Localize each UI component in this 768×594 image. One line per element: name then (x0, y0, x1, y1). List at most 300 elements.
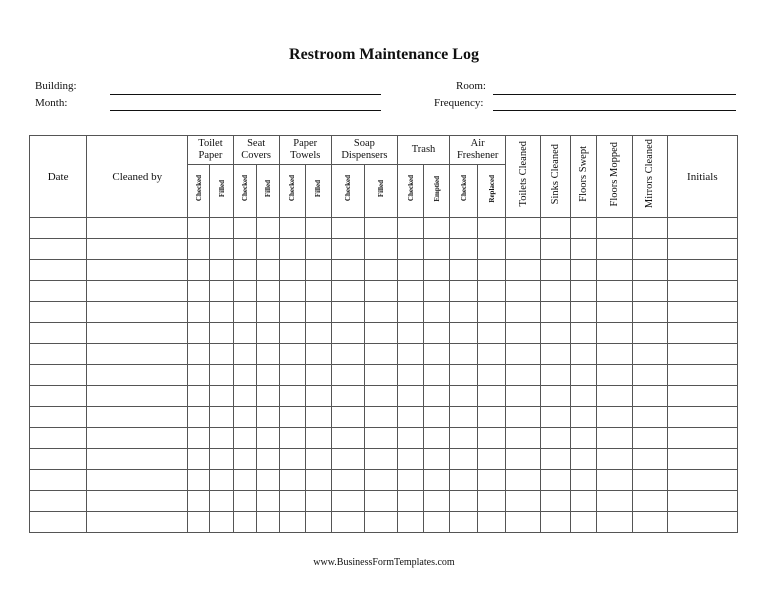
table-cell[interactable] (188, 323, 210, 344)
table-cell[interactable] (397, 407, 423, 428)
table-cell[interactable] (541, 260, 571, 281)
table-cell[interactable] (256, 218, 279, 239)
table-cell[interactable] (450, 365, 478, 386)
table-cell[interactable] (305, 470, 331, 491)
table-cell[interactable] (478, 470, 506, 491)
table-cell[interactable] (450, 239, 478, 260)
table-cell[interactable] (30, 344, 87, 365)
table-cell[interactable] (210, 386, 233, 407)
table-cell[interactable] (541, 302, 571, 323)
table-cell[interactable] (506, 260, 541, 281)
table-cell[interactable] (331, 281, 364, 302)
table-cell[interactable] (233, 260, 256, 281)
table-cell[interactable] (571, 491, 597, 512)
table-cell[interactable] (450, 302, 478, 323)
table-cell[interactable] (632, 512, 667, 533)
table-cell[interactable] (87, 407, 188, 428)
table-cell[interactable] (331, 491, 364, 512)
table-cell[interactable] (541, 470, 571, 491)
table-cell[interactable] (331, 512, 364, 533)
table-cell[interactable] (256, 281, 279, 302)
table-cell[interactable] (478, 491, 506, 512)
table-cell[interactable] (597, 323, 632, 344)
table-cell[interactable] (331, 260, 364, 281)
table-cell[interactable] (450, 491, 478, 512)
table-cell[interactable] (667, 470, 737, 491)
table-cell[interactable] (541, 365, 571, 386)
table-cell[interactable] (571, 323, 597, 344)
table-cell[interactable] (279, 344, 305, 365)
table-cell[interactable] (506, 470, 541, 491)
table-cell[interactable] (478, 428, 506, 449)
table-cell[interactable] (506, 428, 541, 449)
table-cell[interactable] (424, 218, 450, 239)
table-cell[interactable] (397, 512, 423, 533)
table-cell[interactable] (667, 428, 737, 449)
table-cell[interactable] (210, 407, 233, 428)
table-cell[interactable] (305, 218, 331, 239)
table-cell[interactable] (597, 281, 632, 302)
table-cell[interactable] (364, 218, 397, 239)
table-cell[interactable] (87, 365, 188, 386)
table-cell[interactable] (397, 491, 423, 512)
table-cell[interactable] (424, 491, 450, 512)
table-cell[interactable] (397, 239, 423, 260)
table-cell[interactable] (632, 344, 667, 365)
table-cell[interactable] (541, 512, 571, 533)
table-cell[interactable] (597, 218, 632, 239)
table-cell[interactable] (305, 407, 331, 428)
table-cell[interactable] (331, 239, 364, 260)
table-cell[interactable] (210, 365, 233, 386)
table-cell[interactable] (450, 386, 478, 407)
table-cell[interactable] (331, 365, 364, 386)
table-cell[interactable] (597, 302, 632, 323)
table-cell[interactable] (233, 512, 256, 533)
table-cell[interactable] (256, 428, 279, 449)
table-cell[interactable] (30, 365, 87, 386)
table-cell[interactable] (667, 218, 737, 239)
table-cell[interactable] (478, 344, 506, 365)
table-cell[interactable] (233, 323, 256, 344)
table-cell[interactable] (450, 344, 478, 365)
table-cell[interactable] (188, 218, 210, 239)
table-cell[interactable] (478, 512, 506, 533)
table-cell[interactable] (667, 281, 737, 302)
table-cell[interactable] (279, 260, 305, 281)
table-cell[interactable] (30, 449, 87, 470)
table-cell[interactable] (397, 449, 423, 470)
table-cell[interactable] (256, 365, 279, 386)
table-cell[interactable] (541, 323, 571, 344)
table-cell[interactable] (210, 260, 233, 281)
table-cell[interactable] (87, 386, 188, 407)
table-cell[interactable] (210, 470, 233, 491)
table-cell[interactable] (364, 491, 397, 512)
table-cell[interactable] (571, 344, 597, 365)
table-cell[interactable] (87, 491, 188, 512)
table-cell[interactable] (305, 449, 331, 470)
table-cell[interactable] (506, 239, 541, 260)
table-cell[interactable] (279, 407, 305, 428)
table-cell[interactable] (571, 407, 597, 428)
table-cell[interactable] (210, 491, 233, 512)
table-cell[interactable] (210, 218, 233, 239)
table-cell[interactable] (279, 386, 305, 407)
table-cell[interactable] (233, 281, 256, 302)
table-cell[interactable] (188, 386, 210, 407)
table-cell[interactable] (364, 449, 397, 470)
table-cell[interactable] (667, 512, 737, 533)
table-cell[interactable] (233, 428, 256, 449)
table-cell[interactable] (424, 512, 450, 533)
table-cell[interactable] (256, 239, 279, 260)
table-cell[interactable] (188, 428, 210, 449)
table-cell[interactable] (424, 449, 450, 470)
table-cell[interactable] (305, 239, 331, 260)
table-cell[interactable] (597, 260, 632, 281)
table-cell[interactable] (87, 449, 188, 470)
table-cell[interactable] (188, 344, 210, 365)
table-cell[interactable] (597, 512, 632, 533)
table-cell[interactable] (188, 512, 210, 533)
table-cell[interactable] (30, 407, 87, 428)
table-cell[interactable] (478, 365, 506, 386)
table-cell[interactable] (364, 260, 397, 281)
table-cell[interactable] (450, 512, 478, 533)
table-cell[interactable] (279, 281, 305, 302)
table-cell[interactable] (571, 386, 597, 407)
table-cell[interactable] (188, 449, 210, 470)
table-cell[interactable] (424, 428, 450, 449)
table-cell[interactable] (210, 428, 233, 449)
table-cell[interactable] (397, 218, 423, 239)
table-cell[interactable] (397, 323, 423, 344)
table-cell[interactable] (667, 302, 737, 323)
table-cell[interactable] (256, 470, 279, 491)
table-cell[interactable] (305, 512, 331, 533)
table-cell[interactable] (188, 239, 210, 260)
table-cell[interactable] (364, 428, 397, 449)
table-cell[interactable] (397, 260, 423, 281)
table-cell[interactable] (188, 470, 210, 491)
table-cell[interactable] (331, 449, 364, 470)
table-cell[interactable] (450, 260, 478, 281)
table-cell[interactable] (397, 428, 423, 449)
table-cell[interactable] (397, 344, 423, 365)
table-cell[interactable] (478, 449, 506, 470)
table-cell[interactable] (667, 365, 737, 386)
table-cell[interactable] (541, 239, 571, 260)
table-cell[interactable] (478, 281, 506, 302)
table-cell[interactable] (210, 302, 233, 323)
table-cell[interactable] (632, 470, 667, 491)
table-cell[interactable] (364, 512, 397, 533)
table-cell[interactable] (667, 239, 737, 260)
table-cell[interactable] (30, 470, 87, 491)
building-field[interactable] (110, 94, 381, 95)
table-cell[interactable] (210, 239, 233, 260)
table-cell[interactable] (188, 407, 210, 428)
table-cell[interactable] (571, 365, 597, 386)
table-cell[interactable] (478, 302, 506, 323)
table-cell[interactable] (256, 512, 279, 533)
table-cell[interactable] (632, 491, 667, 512)
table-cell[interactable] (632, 302, 667, 323)
table-cell[interactable] (233, 218, 256, 239)
table-cell[interactable] (305, 281, 331, 302)
table-cell[interactable] (305, 386, 331, 407)
table-cell[interactable] (87, 344, 188, 365)
table-cell[interactable] (632, 365, 667, 386)
table-cell[interactable] (506, 386, 541, 407)
table-cell[interactable] (571, 281, 597, 302)
table-cell[interactable] (571, 260, 597, 281)
table-cell[interactable] (364, 281, 397, 302)
table-cell[interactable] (233, 386, 256, 407)
table-cell[interactable] (87, 302, 188, 323)
table-cell[interactable] (210, 323, 233, 344)
table-cell[interactable] (506, 512, 541, 533)
table-cell[interactable] (424, 365, 450, 386)
table-cell[interactable] (331, 218, 364, 239)
table-cell[interactable] (541, 428, 571, 449)
table-cell[interactable] (541, 491, 571, 512)
table-cell[interactable] (256, 302, 279, 323)
table-cell[interactable] (30, 512, 87, 533)
table-cell[interactable] (279, 239, 305, 260)
table-cell[interactable] (279, 323, 305, 344)
table-cell[interactable] (478, 239, 506, 260)
table-cell[interactable] (30, 218, 87, 239)
table-cell[interactable] (331, 344, 364, 365)
table-cell[interactable] (256, 449, 279, 470)
table-cell[interactable] (305, 302, 331, 323)
table-cell[interactable] (541, 407, 571, 428)
room-field[interactable] (493, 94, 736, 95)
table-cell[interactable] (87, 239, 188, 260)
table-cell[interactable] (632, 407, 667, 428)
table-cell[interactable] (450, 218, 478, 239)
table-cell[interactable] (632, 428, 667, 449)
table-cell[interactable] (597, 491, 632, 512)
table-cell[interactable] (331, 386, 364, 407)
table-cell[interactable] (597, 407, 632, 428)
table-cell[interactable] (188, 491, 210, 512)
table-cell[interactable] (571, 512, 597, 533)
table-cell[interactable] (210, 344, 233, 365)
table-cell[interactable] (30, 281, 87, 302)
table-cell[interactable] (424, 407, 450, 428)
table-cell[interactable] (667, 407, 737, 428)
table-cell[interactable] (233, 407, 256, 428)
table-cell[interactable] (597, 365, 632, 386)
table-cell[interactable] (279, 302, 305, 323)
table-cell[interactable] (632, 239, 667, 260)
table-cell[interactable] (279, 512, 305, 533)
table-cell[interactable] (87, 428, 188, 449)
table-cell[interactable] (210, 281, 233, 302)
table-cell[interactable] (279, 470, 305, 491)
table-cell[interactable] (305, 344, 331, 365)
table-cell[interactable] (571, 449, 597, 470)
table-cell[interactable] (256, 260, 279, 281)
table-cell[interactable] (506, 218, 541, 239)
table-cell[interactable] (667, 386, 737, 407)
table-cell[interactable] (364, 302, 397, 323)
table-cell[interactable] (30, 260, 87, 281)
table-cell[interactable] (30, 239, 87, 260)
table-cell[interactable] (331, 302, 364, 323)
table-cell[interactable] (87, 323, 188, 344)
table-cell[interactable] (279, 449, 305, 470)
table-cell[interactable] (397, 470, 423, 491)
table-cell[interactable] (233, 302, 256, 323)
table-cell[interactable] (233, 449, 256, 470)
table-cell[interactable] (305, 323, 331, 344)
table-cell[interactable] (210, 512, 233, 533)
table-cell[interactable] (506, 365, 541, 386)
table-cell[interactable] (331, 407, 364, 428)
table-cell[interactable] (397, 281, 423, 302)
table-cell[interactable] (305, 428, 331, 449)
table-cell[interactable] (397, 365, 423, 386)
table-cell[interactable] (541, 218, 571, 239)
table-cell[interactable] (424, 470, 450, 491)
table-cell[interactable] (424, 386, 450, 407)
table-cell[interactable] (188, 281, 210, 302)
table-cell[interactable] (667, 344, 737, 365)
table-cell[interactable] (450, 407, 478, 428)
table-cell[interactable] (30, 491, 87, 512)
table-cell[interactable] (506, 491, 541, 512)
table-cell[interactable] (667, 323, 737, 344)
table-cell[interactable] (233, 344, 256, 365)
table-cell[interactable] (632, 323, 667, 344)
table-cell[interactable] (30, 386, 87, 407)
table-cell[interactable] (541, 344, 571, 365)
table-cell[interactable] (597, 344, 632, 365)
table-cell[interactable] (632, 281, 667, 302)
table-cell[interactable] (424, 260, 450, 281)
table-cell[interactable] (364, 323, 397, 344)
table-cell[interactable] (541, 386, 571, 407)
table-cell[interactable] (364, 470, 397, 491)
table-cell[interactable] (305, 365, 331, 386)
table-cell[interactable] (364, 365, 397, 386)
table-cell[interactable] (188, 302, 210, 323)
table-cell[interactable] (233, 365, 256, 386)
table-cell[interactable] (30, 302, 87, 323)
table-cell[interactable] (571, 218, 597, 239)
table-cell[interactable] (597, 239, 632, 260)
table-cell[interactable] (506, 281, 541, 302)
table-cell[interactable] (188, 365, 210, 386)
table-cell[interactable] (30, 323, 87, 344)
table-cell[interactable] (364, 407, 397, 428)
table-cell[interactable] (364, 344, 397, 365)
table-cell[interactable] (571, 470, 597, 491)
table-cell[interactable] (397, 302, 423, 323)
table-cell[interactable] (87, 470, 188, 491)
table-cell[interactable] (632, 386, 667, 407)
table-cell[interactable] (506, 323, 541, 344)
table-cell[interactable] (279, 491, 305, 512)
table-cell[interactable] (256, 407, 279, 428)
table-cell[interactable] (597, 470, 632, 491)
table-cell[interactable] (571, 302, 597, 323)
table-cell[interactable] (597, 386, 632, 407)
table-cell[interactable] (279, 365, 305, 386)
table-cell[interactable] (331, 428, 364, 449)
table-cell[interactable] (279, 218, 305, 239)
table-cell[interactable] (506, 302, 541, 323)
table-cell[interactable] (424, 323, 450, 344)
table-cell[interactable] (541, 281, 571, 302)
table-cell[interactable] (478, 260, 506, 281)
table-cell[interactable] (256, 344, 279, 365)
table-cell[interactable] (256, 323, 279, 344)
table-cell[interactable] (188, 260, 210, 281)
table-cell[interactable] (87, 512, 188, 533)
table-cell[interactable] (364, 239, 397, 260)
month-field[interactable] (110, 110, 381, 111)
table-cell[interactable] (87, 260, 188, 281)
table-cell[interactable] (597, 449, 632, 470)
table-cell[interactable] (233, 239, 256, 260)
table-cell[interactable] (424, 344, 450, 365)
table-cell[interactable] (506, 407, 541, 428)
table-cell[interactable] (667, 491, 737, 512)
table-cell[interactable] (571, 428, 597, 449)
table-cell[interactable] (450, 281, 478, 302)
table-cell[interactable] (210, 449, 233, 470)
table-cell[interactable] (632, 218, 667, 239)
table-cell[interactable] (305, 260, 331, 281)
table-cell[interactable] (279, 428, 305, 449)
table-cell[interactable] (450, 449, 478, 470)
table-cell[interactable] (424, 281, 450, 302)
table-cell[interactable] (597, 428, 632, 449)
table-cell[interactable] (87, 281, 188, 302)
table-cell[interactable] (571, 239, 597, 260)
table-cell[interactable] (632, 449, 667, 470)
table-cell[interactable] (424, 302, 450, 323)
table-cell[interactable] (364, 386, 397, 407)
table-cell[interactable] (478, 323, 506, 344)
table-cell[interactable] (397, 386, 423, 407)
table-cell[interactable] (478, 218, 506, 239)
table-cell[interactable] (331, 323, 364, 344)
table-cell[interactable] (506, 344, 541, 365)
table-cell[interactable] (256, 386, 279, 407)
table-cell[interactable] (87, 218, 188, 239)
table-cell[interactable] (30, 428, 87, 449)
table-cell[interactable] (450, 323, 478, 344)
table-cell[interactable] (256, 491, 279, 512)
frequency-field[interactable] (493, 110, 736, 111)
table-cell[interactable] (233, 470, 256, 491)
table-cell[interactable] (478, 386, 506, 407)
table-cell[interactable] (233, 491, 256, 512)
table-cell[interactable] (667, 449, 737, 470)
table-cell[interactable] (450, 428, 478, 449)
table-cell[interactable] (450, 470, 478, 491)
table-cell[interactable] (424, 239, 450, 260)
table-cell[interactable] (541, 449, 571, 470)
table-cell[interactable] (478, 407, 506, 428)
table-cell[interactable] (667, 260, 737, 281)
